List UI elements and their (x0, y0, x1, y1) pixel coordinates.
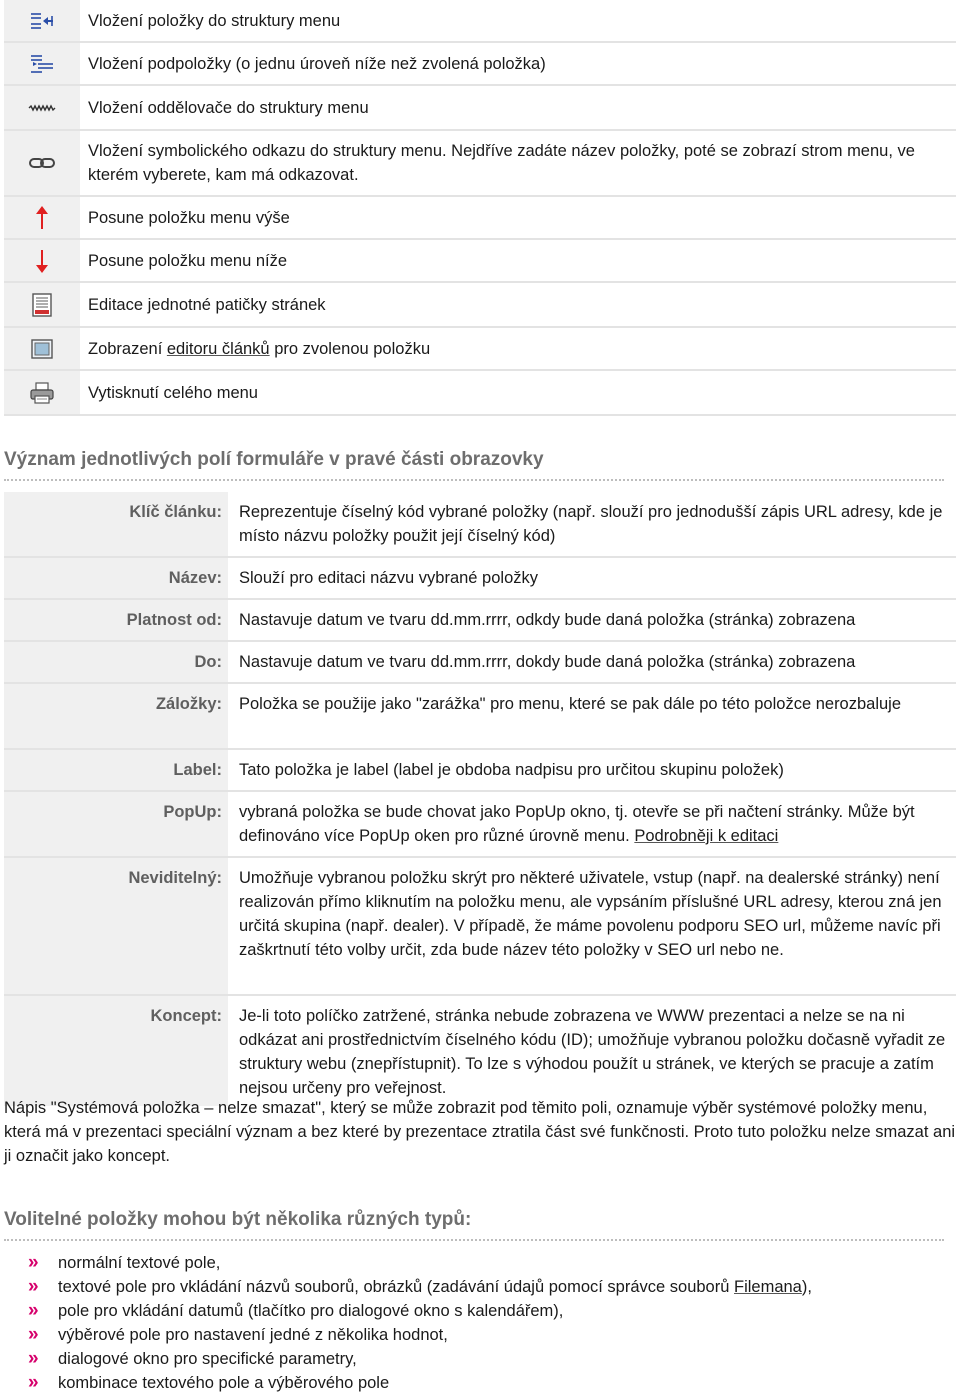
icon-row (4, 131, 956, 197)
field-desc: Tato položka je label (label je obdoba nadpisu pro určitou skupinu položek) (239, 761, 784, 779)
list-item: » normální textové pole, (28, 1252, 221, 1273)
section-heading-types: Volitelné položky mohou být několika různých typů: (4, 1209, 944, 1241)
field-row (4, 642, 956, 684)
print-icon (29, 382, 55, 404)
field-desc: Je-li toto políčko zatržené, stránka nebude zobrazena ve WWW prezentaci a nelze se na ni odkázat ani prostřednictvím číselného kódu (ID); umožňuje vybranou položku dočasně vyřadit ze struktury webu (znepřístupnit). To lze s výhodou použít u stránek, ve kterých se pracuje a zatím nejsou určeny pro veřejnost. (239, 1007, 946, 1097)
icon-row-text: Vložení položky do struktury menu (88, 11, 341, 30)
field-desc: Umožňuje vybranou položku skrýt pro některé uživatele, vstup (např. na dealerské stránky) není realizován přímo kliknutím na položku menu, ale vypsáním příslušné URL adresy, kterou zná jen určitá skupina (např. dealer). V případě, že máme povolenu podporu SEO url, můžeme navíc při zaškrtnutí této volby určit, zda bude název této položky v SEO url nebo ne. (239, 869, 942, 959)
field-label: Název: (4, 558, 228, 598)
field-label: PopUp: (4, 792, 228, 856)
bullet-icon: » (28, 1348, 36, 1369)
field-row (4, 792, 956, 858)
toolbar-icon-legend (4, 0, 956, 416)
icon-row-text: Zobrazení editoru článků pro zvolenou položku (80, 328, 440, 369)
footer-edit-icon (32, 293, 52, 317)
icon-row-text: Posune položku menu níže (88, 251, 288, 270)
insert-subitem-icon (30, 53, 54, 75)
field-desc: vybraná položka se bude chovat jako PopUp okno, tj. otevře se při načtení stránky. Může být definováno více PopUp oken pro různé úrovně menu. Podrobněji k editaci (239, 803, 915, 845)
field-label: Koncept: (4, 996, 228, 1106)
field-label: Label: (4, 750, 228, 790)
field-desc: Nastavuje datum ve tvaru dd.mm.rrrr, odkdy bude daná položka (stránka) zobrazena (239, 611, 856, 629)
field-label: Klíč článku: (4, 492, 228, 556)
bullet-icon: » (28, 1372, 36, 1393)
bullet-icon: » (28, 1276, 36, 1297)
bullet-icon: » (28, 1300, 36, 1321)
insert-item-icon (30, 10, 54, 32)
list-item: » textové pole pro vkládání názvů souborů, obrázků (zadávání údajů pomocí správce souborů Filemana), (28, 1276, 812, 1297)
list-item: » výběrové pole pro nastavení jedné z několika hodnot, (28, 1324, 448, 1345)
list-item: » pole pro vkládání datumů (tlačítko pro dialogové okno s kalendářem), (28, 1300, 564, 1321)
field-label: Platnost od: (4, 600, 228, 640)
field-row (4, 996, 956, 1106)
bullet-icon: » (28, 1252, 36, 1273)
icon-row (4, 328, 956, 371)
field-label: Do: (4, 642, 228, 682)
field-desc: Slouží pro editaci názvu vybrané položky (239, 569, 538, 587)
field-row (4, 684, 956, 750)
field-row (4, 492, 956, 558)
field-label: Neviditelný: (4, 858, 228, 994)
filemana-link[interactable]: Filemana (734, 1278, 802, 1296)
icon-row (4, 240, 956, 283)
article-editor-link[interactable]: editoru článků (166, 339, 270, 358)
field-row (4, 600, 956, 642)
field-row (4, 558, 956, 600)
arrow-up-icon (35, 206, 49, 230)
icon-row-text: Editace jednotné patičky stránek (88, 295, 326, 314)
icon-row (4, 371, 956, 416)
list-item: » dialogové okno pro specifické parametry, (28, 1348, 357, 1369)
field-row (4, 750, 956, 792)
icon-row (4, 0, 956, 43)
bullet-icon: » (28, 1324, 36, 1345)
arrow-down-icon (35, 249, 49, 273)
field-desc: Položka se použije jako "zarážka" pro menu, které se pak dále po této položce nerozbaluje (239, 695, 902, 713)
icon-row-text: Posune položku menu výše (88, 208, 290, 227)
icon-row (4, 283, 956, 328)
icon-row-text: Vložení oddělovače do struktury menu (88, 98, 369, 117)
system-item-note: Nápis "Systémová položka – nelze smazat", který se může zobrazit pod těmito poli, oznamuje výběr systémové položky menu, která má v prezentaci speciální význam a bez které by prezentace ztratila část své funkčnosti. Proto tuto položku nelze smazat ani ji označit jako koncept. (4, 1099, 956, 1165)
icon-row (4, 43, 956, 86)
field-description-table (4, 492, 956, 1106)
article-editor-icon (31, 339, 53, 359)
list-item: » kombinace textového pole a výběrového pole (28, 1372, 390, 1393)
section-heading-fields: Význam jednotlivých polí formuláře v pravé části obrazovky (4, 449, 944, 481)
field-desc: Reprezentuje číselný kód vybrané položky (např. slouží pro jednodušší zápis URL adresy, kde je místo názvu položky použit její číselný kód) (239, 503, 943, 545)
icon-row-text: Vytisknutí celého menu (88, 383, 258, 402)
icon-row (4, 86, 956, 131)
link-icon (29, 156, 55, 170)
icon-row (4, 197, 956, 240)
separator-icon (28, 104, 56, 112)
icon-row-text: Vložení symbolického odkazu do struktury menu. Nejdříve zadáte název položky, poté se zobrazí strom menu, ve kterém vyberete, kam má odkazovat. (88, 142, 915, 184)
popup-details-link[interactable]: Podrobněji k editaci (634, 827, 779, 845)
field-label: Záložky: (4, 684, 228, 748)
field-types-list (4, 1251, 812, 1395)
field-desc: Nastavuje datum ve tvaru dd.mm.rrrr, dokdy bude daná položka (stránka) zobrazena (239, 653, 856, 671)
field-row (4, 858, 956, 996)
icon-row-text: Vložení podpoložky (o jednu úroveň níže než zvolená položka) (88, 54, 546, 73)
